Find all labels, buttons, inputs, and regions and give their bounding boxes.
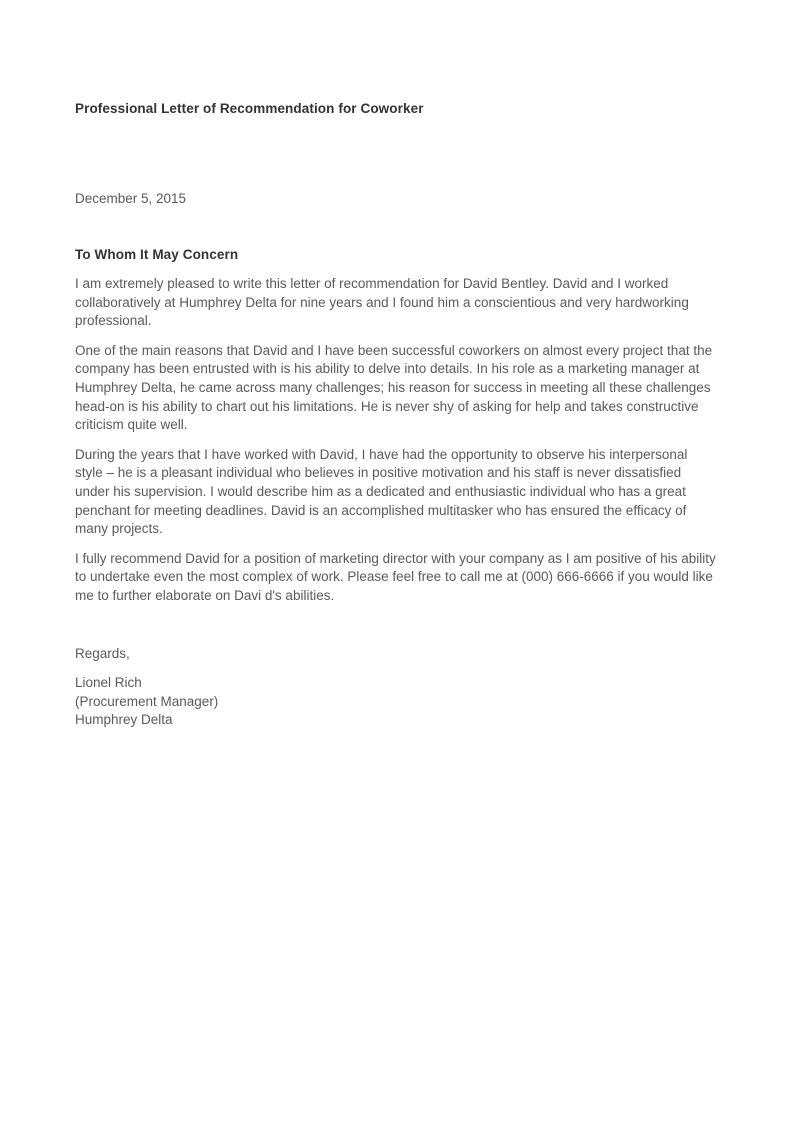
letter-closing: Regards, [75, 645, 130, 661]
signature-name: Lionel Rich [75, 675, 142, 691]
signature-block [75, 663, 716, 730]
page-title: Professional Letter of Recommendation for Coworker [75, 101, 424, 116]
letter-date: December 5, 2015 [75, 191, 187, 206]
letter-salutation: To Whom It May Concern [75, 247, 239, 262]
letter-paragraph-1: I am extremely pleased to write this letter of recommendation for David Bentley. David and I worked collaboratively at Humphrey Delta for nine years and I found him a conscientious and very hardworking professional. [75, 276, 693, 329]
signature-company: Humphrey Delta [75, 712, 173, 728]
letter-paragraph-3: During the years that I have worked with David, I have had the opportunity to observe his interpersonal style – he is a pleasant individual who believes in positive motivation and his staff is never dissatisfied under his supervision. I would describe him as a dedicated and enthusiastic individual who has a great penchant for meeting deadlines. David is an accomplished multitasker who has ensured the efficacy of many projects. [75, 446, 692, 537]
letter-paragraph-4: I fully recommend David for a position of marketing director with your company as I am positive of his ability to undertake even the most complex of work. Please feel free to call me at (000) 666-6666 if you would like me to further elaborate on Davi d's abilities. [75, 550, 720, 603]
letter-content [75, 100, 720, 730]
letter-paragraph-2: One of the main reasons that David and I have been successful coworkers on almost every project that the company has been entrusted with is his ability to delve into details. In his role as a marketing manager at Humphrey Delta, he came across many challenges; his reason for success in meeting all these challenges head-on is his ability to chart out his limitations. He is never shy of asking for help and takes constructive criticism quite well. [75, 342, 716, 433]
signature-role: (Procurement Manager) [75, 693, 219, 709]
